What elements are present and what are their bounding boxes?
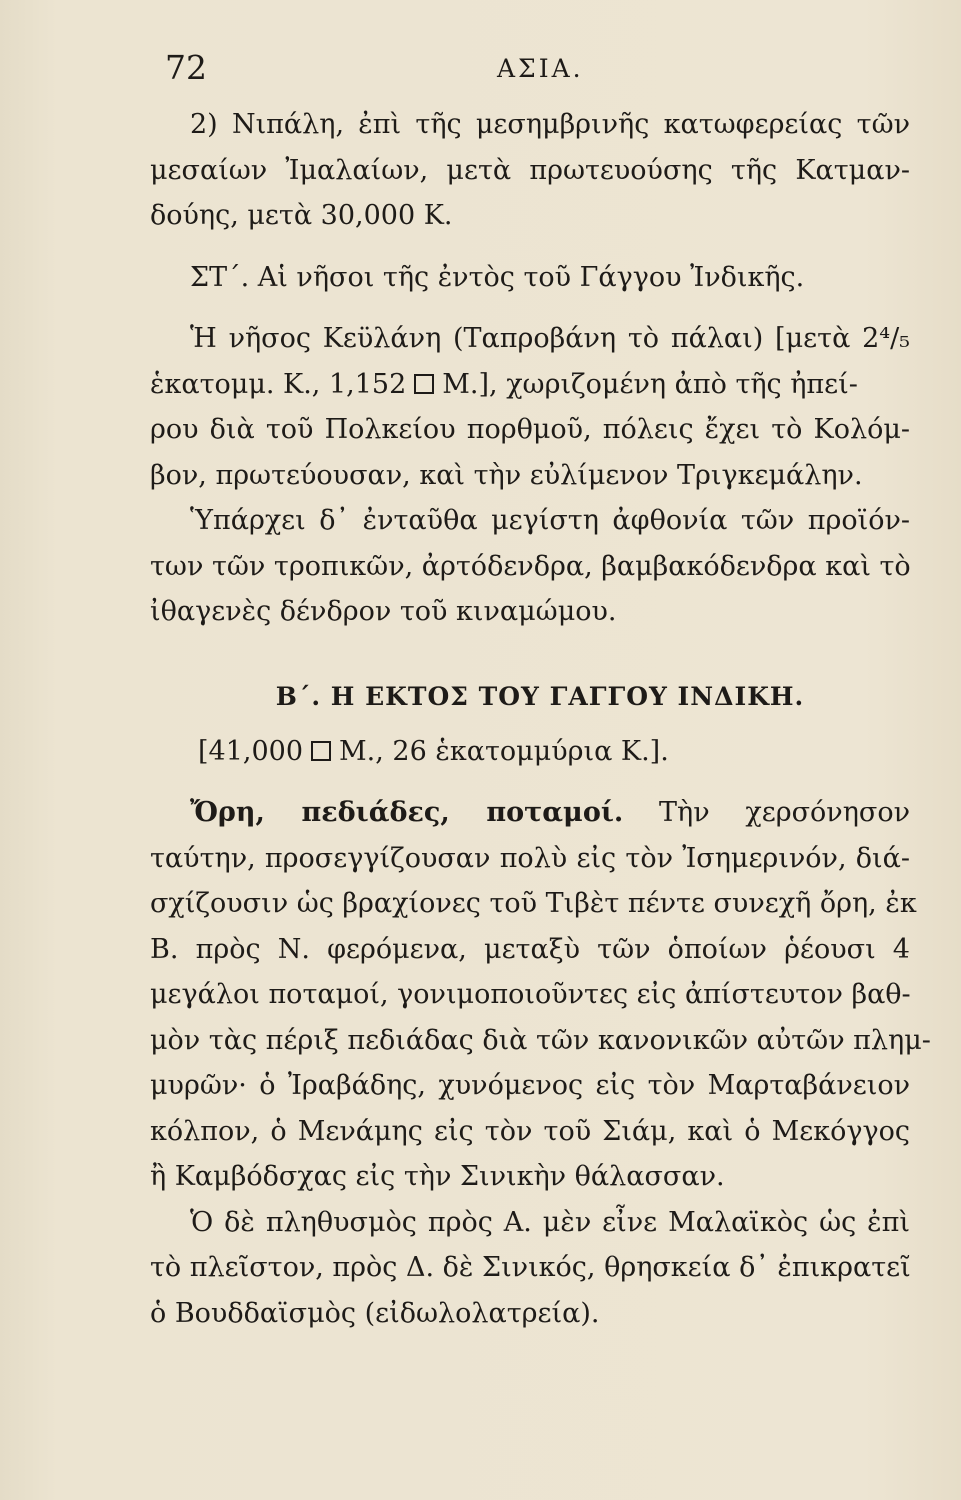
text-line (150, 362, 910, 408)
spacer (150, 635, 910, 665)
text-line: Ἡ νῆσος Κεϋλάνη (Ταπροβάνη τὸ πάλαι) [μετὰ 2⁴/₅ (190, 323, 910, 354)
text-line: τὸ πλεῖστον, πρὸς Δ. δὲ Σινικός, θρησκεία δ᾽ ἐπικρατεῖ (150, 1252, 911, 1283)
page-body (150, 102, 931, 1336)
text-line: ἰθαγενὲς δένδρον τοῦ κιναμώμου. (150, 596, 617, 627)
text-line: Ὑπάρχει δ᾽ ἐνταῦθα μεγίστη ἀφθονία τῶν προϊόν- (190, 505, 910, 536)
text-span: Τὴν χερσόνησον (659, 797, 910, 828)
text-span: Μ., 26 ἑκατομμύρια Κ.]. (339, 735, 669, 767)
text-line: μεγάλοι ποταμοί, γονιμοποιοῦντες εἰς ἀπίστευτον βαθ- (150, 979, 911, 1010)
text-line: βον, πρωτεύουσαν, καὶ τὴν εὐλίμενον Τριγκεμάλην. (150, 459, 863, 491)
section-heading-b: Β΄. Η ΕΚΤΟΣ ΤΟΥ ΓΑΓΓΟΥ ΙΝΔΙΚΗ. (275, 681, 805, 711)
page-number: 72 (165, 48, 207, 87)
page-header (165, 48, 910, 98)
text-line: ρου διὰ τοῦ Πολκείου πορθμοῦ, πόλεις ἔχει τὸ Κολόμ- (150, 414, 910, 445)
text-line: ἢ Καμβόδσχας εἰς τὴν Σινικὴν θάλασσαν. (150, 1161, 725, 1192)
paragraph-population (150, 1200, 910, 1337)
paragraph-products (150, 498, 910, 635)
text-line: Β. πρὸς Ν. φερόμενα, μεταξὺ τῶν ὁποίων ῥέουσι 4 (150, 933, 910, 965)
section-title-st: ΣΤ΄. Αἱ νῆσοι τῆς ἐντὸς τοῦ Γάγγου Ἰνδικῆς. (190, 261, 805, 293)
text-line: δούης, μετὰ 30,000 Κ. (150, 200, 453, 231)
running-title: ΑΣΙΑ. (497, 54, 584, 83)
section-stats (150, 729, 910, 775)
text-line (150, 790, 910, 836)
text-line: σχίζουσιν ὡς βραχίονες τοῦ Τιβὲτ πέντε συνεχῆ ὄρη, ἐκ (150, 888, 917, 919)
spacer (150, 239, 910, 255)
paragraph-mountains (150, 790, 931, 1200)
text-span: Μ.], χωριζομένη ἀπὸ τῆς ἠπεί- (442, 368, 858, 400)
paragraph-lead: Ὄρη, πεδιάδες, ποταμοί. (190, 797, 624, 828)
paragraph-nepal (150, 102, 910, 239)
square-miles-symbol-icon (414, 374, 434, 394)
spacer (150, 300, 910, 316)
text-line: ταύτην, προσεγγίζουσαν πολὺ εἰς τὸν Ἰσημερινόν, διά- (150, 842, 910, 874)
text-span: ἑκατομμ. Κ., 1,152 (150, 368, 407, 400)
text-line: κόλπον, ὁ Μενάμης εἰς τὸν τοῦ Σιάμ, καὶ ὁ Μεκόγγος (150, 1115, 910, 1147)
text-line: των τῶν τροπικῶν, ἀρτόδενδρα, βαμβακόδενδρα καὶ τὸ (150, 550, 911, 582)
spacer (150, 774, 910, 790)
text-line: Ὁ δὲ πληθυσμὸς πρὸς Α. μὲν εἶνε Μαλαϊκὸς ὡς ἐπὶ (190, 1206, 910, 1238)
text-line: μυρῶν· ὁ Ἰραβάδης, χυνόμενος εἰς τὸν Μαρταβάνειον (150, 1070, 910, 1101)
text-line: μεσαίων Ἰμαλαίων, μετὰ πρωτευούσης τῆς Κατμαν- (150, 154, 910, 186)
text-line: 2) Νιπάλη, ἐπὶ τῆς μεσημβρινῆς κατωφερείας τῶν (190, 109, 910, 140)
text-span: [41,000 (198, 735, 304, 767)
text-line: ὁ Βουδδαϊσμὸς (εἰδωλολατρεία). (150, 1297, 600, 1329)
paragraph-ceylon (150, 316, 910, 498)
text-line: μὸν τὰς πέριξ πεδιάδας διὰ τῶν κανονικῶν αὐτῶν πλημ- (150, 1024, 931, 1056)
square-miles-symbol-icon (311, 741, 331, 761)
